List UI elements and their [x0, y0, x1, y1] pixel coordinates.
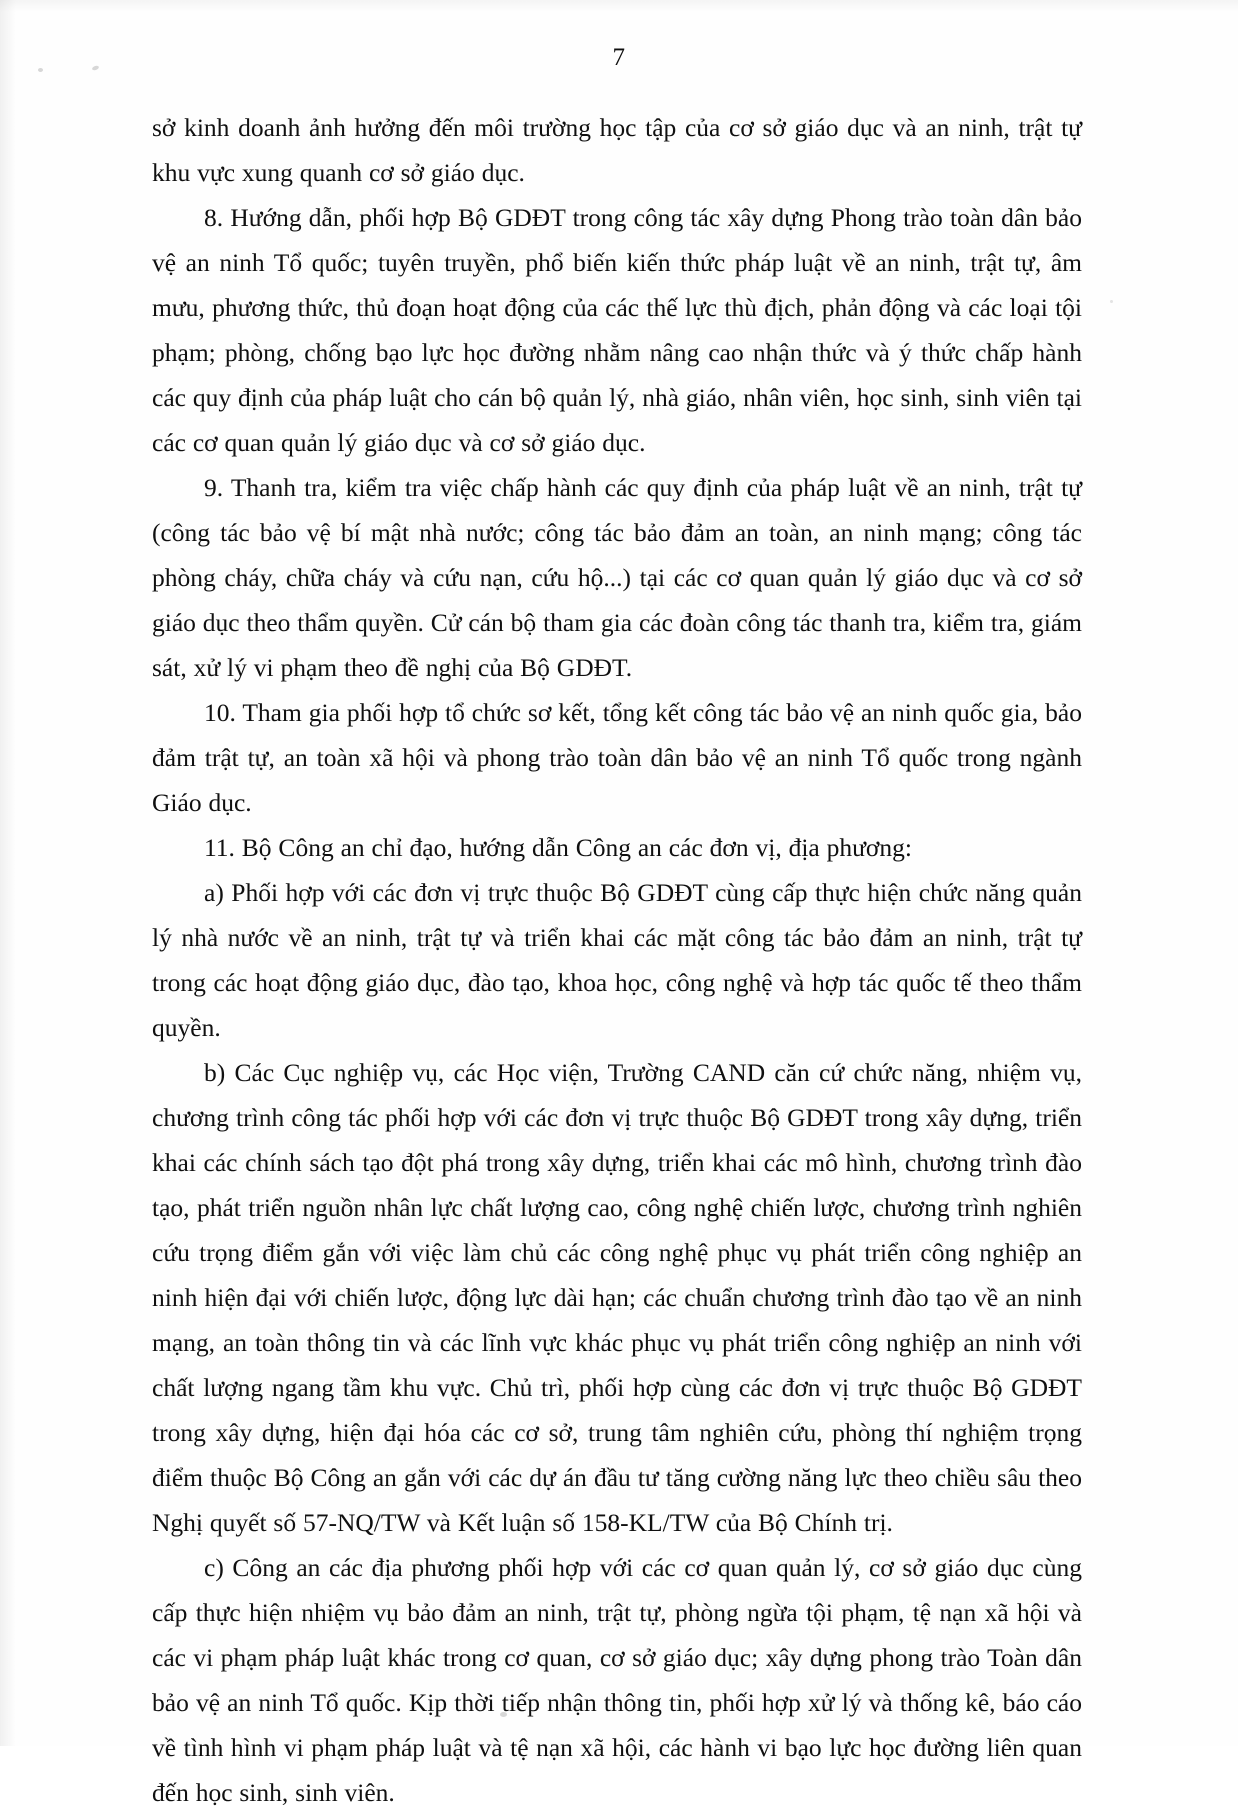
scan-speck [1110, 300, 1113, 303]
page-top-edge-shadow [0, 0, 1238, 12]
paragraph-item-11-a: a) Phối hợp với các đơn vị trực thuộc Bộ GDĐT cùng cấp thực hiện chức năng quản lý nhà nước về an ninh, trật tự và triển khai các mặt công tác bảo đảm an ninh, trật tự trong các hoạt động giáo dục, đào tạo, khoa học, công nghệ và hợp tác quốc tế theo thẩm quyền. [152, 878, 1082, 1042]
paragraph-item-11: 11. Bộ Công an chỉ đạo, hướng dẫn Công an các đơn vị, địa phương: [204, 833, 913, 862]
page-left-edge-shadow [0, 0, 16, 1746]
paragraph-item-11-c: c) Công an các địa phương phối hợp với các cơ quan quản lý, cơ sở giáo dục cùng cấp thực hiện nhiệm vụ bảo đảm an ninh, trật tự, phòng ngừa tội phạm, tệ nạn xã hội và các vi phạm pháp luật khác trong cơ quan, cơ sở giáo dục; xây dựng phong trào Toàn dân bảo vệ an ninh Tổ quốc. Kịp thời tiếp nhận thông tin, phối hợp xử lý và thống kê, báo cáo về tình hình vi phạm pháp luật và tệ nạn xã hội, các hành vi bạo lực học đường liên quan đến học sinh, sinh viên. [152, 1553, 1082, 1807]
page-number: 7 [612, 44, 626, 71]
paragraph-continuation: sở kinh doanh ảnh hưởng đến môi trường học tập của cơ sở giáo dục và an ninh, trật tự khu vực xung quanh cơ sở giáo dục. [152, 113, 1082, 187]
paragraph-item-8: 8. Hướng dẫn, phối hợp Bộ GDĐT trong công tác xây dựng Phong trào toàn dân bảo vệ an ninh Tổ quốc; tuyên truyền, phổ biến kiến thức pháp luật về an ninh, trật tự, âm mưu, phương thức, thủ đoạn hoạt động của các thế lực thù địch, phản động và các loại tội phạm; phòng, chống bạo lực học đường nhằm nâng cao nhận thức và ý thức chấp hành các quy định của pháp luật cho cán bộ quản lý, nhà giáo, nhân viên, học sinh, sinh viên tại các cơ quan quản lý giáo dục và cơ sở giáo dục. [152, 203, 1082, 457]
document-body [152, 105, 1082, 1815]
paragraph-item-10: 10. Tham gia phối hợp tổ chức sơ kết, tổng kết công tác bảo vệ an ninh quốc gia, bảo đảm trật tự, an toàn xã hội và phong trào toàn dân bảo vệ an ninh Tổ quốc trong ngành Giáo dục. [152, 698, 1082, 817]
paragraph-item-11-b: b) Các Cục nghiệp vụ, các Học viện, Trường CAND căn cứ chức năng, nhiệm vụ, chương trình công tác phối hợp với các đơn vị trực thuộc Bộ GDĐT trong xây dựng, triển khai các chính sách tạo đột phá trong xây dựng, triển khai các mô hình, chương trình đào tạo, phát triển nguồn nhân lực chất lượng cao, công nghệ chiến lược, chương trình nghiên cứu trọng điểm gắn với việc làm chủ các công nghệ phục vụ phát triển công nghiệp an ninh hiện đại với chiến lược, động lực dài hạn; các chuẩn chương trình đào tạo về an ninh mạng, an toàn thông tin và các lĩnh vực khác phục vụ phát triển công nghiệp an ninh với chất lượng ngang tầm khu vực. Chủ trì, phối hợp cùng các đơn vị trực thuộc Bộ GDĐT trong xây dựng, hiện đại hóa các cơ sở, trung tâm nghiên cứu, phòng thí nghiệm trọng điểm thuộc Bộ Công an gắn với các dự án đầu tư tăng cường năng lực theo chiều sâu theo Nghị quyết số 57-NQ/TW và Kết luận số 158-KL/TW của Bộ Chính trị. [152, 1058, 1082, 1537]
paragraph-item-9: 9. Thanh tra, kiểm tra việc chấp hành các quy định của pháp luật về an ninh, trật tự (công tác bảo vệ bí mật nhà nước; công tác bảo đảm an toàn, an ninh mạng; công tác phòng cháy, chữa cháy và cứu nạn, cứu hộ...) tại các cơ quan quản lý giáo dục và cơ sở giáo dục theo thẩm quyền. Cử cán bộ tham gia các đoàn công tác thanh tra, kiểm tra, giám sát, xử lý vi phạm theo đề nghị của Bộ GDĐT. [152, 473, 1082, 682]
